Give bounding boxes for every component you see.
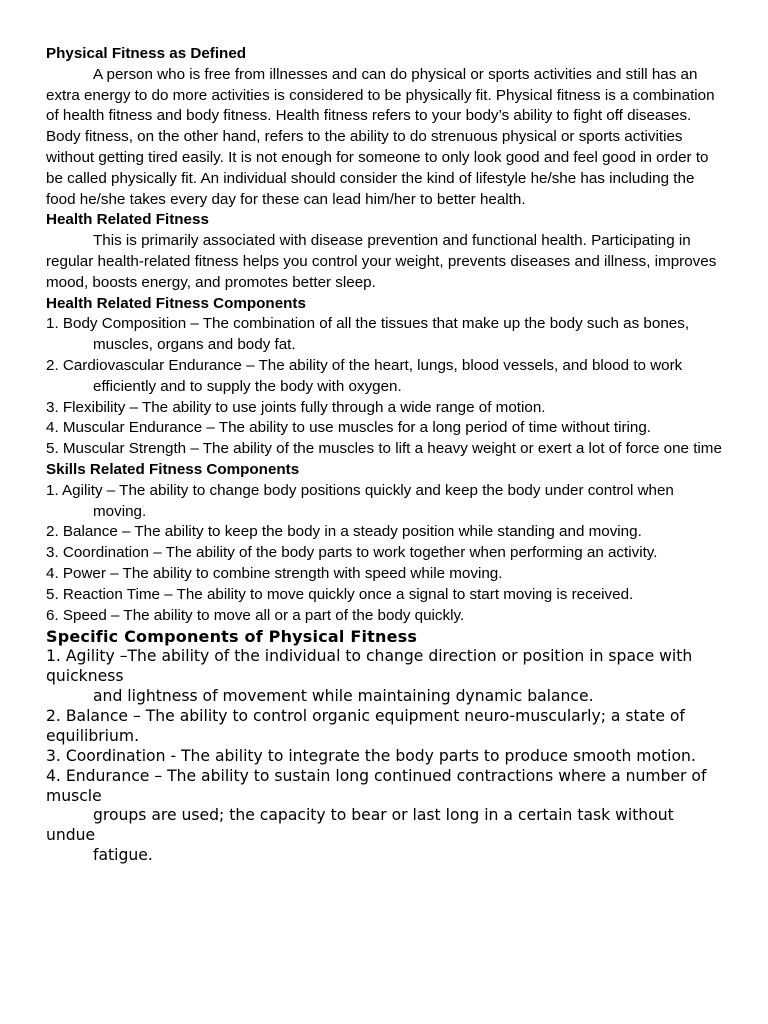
paragraph-physical-fitness: A person who is free from illnesses and can do physical or sports activities and still has an extra energy to do more activities is considered to be physically fit. Physical fitness is a combination of health fitness and body fitness. Health fitness refers to your body’s ability to fight off diseases. Body fitness, on the other hand, refers to the ability to do strenuous physical or sports activities without getting tired easily. It is not enough for someone to only look good and feel good in order to be called physically fit. An individual should consider the kind of lifestyle he/she has including the food he/she takes every day for these can lead him/her to better health. — [46, 65, 715, 208]
list-item: 1. Body Composition – The combination of all the tissues that make up the body such as bones, muscles, organs and body fat. — [46, 315, 690, 354]
list-item: 4. Muscular Endurance – The ability to use muscles for a long period of time without tiring. — [46, 419, 651, 437]
specific-item-endurance-end: fatigue. — [93, 846, 153, 865]
specific-item-agility-line2 — [46, 687, 722, 707]
specific-item-coordination: 3. Coordination - The ability to integrate the body parts to produce smooth motion. — [46, 746, 696, 765]
specific-item-endurance-line2 — [46, 806, 722, 846]
heading-physical-fitness-defined: Physical Fitness as Defined — [46, 45, 247, 62]
list-item: 4. Power – The ability to combine strength with speed while moving. — [46, 564, 503, 582]
specific-item-balance: 2. Balance – The ability to control organic equipment neuro-muscularly; a state of equilibrium. — [46, 706, 685, 745]
specific-item-agility-continuation: and lightness of movement while maintaining dynamic balance. — [93, 687, 594, 706]
heading-skills-components: Skills Related Fitness Components — [46, 460, 300, 478]
list-item: 2. Balance – The ability to keep the body in a steady position while standing and moving. — [46, 523, 642, 541]
document-page — [46, 44, 722, 866]
specific-item-agility-line1: 1. Agility –The ability of the individual to change direction or position in space with quickness — [46, 647, 693, 686]
list-item: 2. Cardiovascular Endurance – The ability of the heart, lungs, blood vessels, and blood to work efficiently and to supply the body with oxygen. — [46, 356, 683, 395]
list-item: 3. Flexibility – The ability to use joints fully through a wide range of motion. — [46, 398, 546, 416]
health-components-list — [46, 314, 722, 460]
skills-components-list — [46, 481, 722, 627]
specific-item-endurance-continuation: groups are used; the capacity to bear or last long in a certain task without undue — [46, 806, 674, 845]
specific-item-endurance-line3 — [46, 846, 722, 866]
specific-item-endurance-line1: 4. Endurance – The ability to sustain long continued contractions where a number of muscle — [46, 766, 707, 805]
heading-specific-components: Specific Components of Physical Fitness — [46, 627, 418, 647]
list-item: 5. Reaction Time – The ability to move quickly once a signal to start moving is received. — [46, 585, 634, 603]
heading-health-related-fitness: Health Related Fitness — [46, 211, 209, 229]
paragraph-health-related-fitness: This is primarily associated with disease prevention and functional health. Participating in regular health-related fitness helps you control your weight, prevents diseases and illness, improves mood, boosts energy, and promotes better sleep. — [46, 232, 717, 291]
list-item: 1. Agility – The ability to change body positions quickly and keep the body under control when moving. — [46, 481, 674, 520]
fitness-basics-section — [46, 44, 722, 626]
list-item: 5. Muscular Strength – The ability of the muscles to lift a heavy weight or exert a lot of force one time — [46, 440, 722, 458]
list-item: 3. Coordination – The ability of the body parts to work together when performing an activity. — [46, 544, 658, 562]
specific-components-section — [46, 627, 722, 866]
list-item: 6. Speed – The ability to move all or a part of the body quickly. — [46, 606, 465, 624]
heading-health-components: Health Related Fitness Components — [46, 294, 306, 312]
